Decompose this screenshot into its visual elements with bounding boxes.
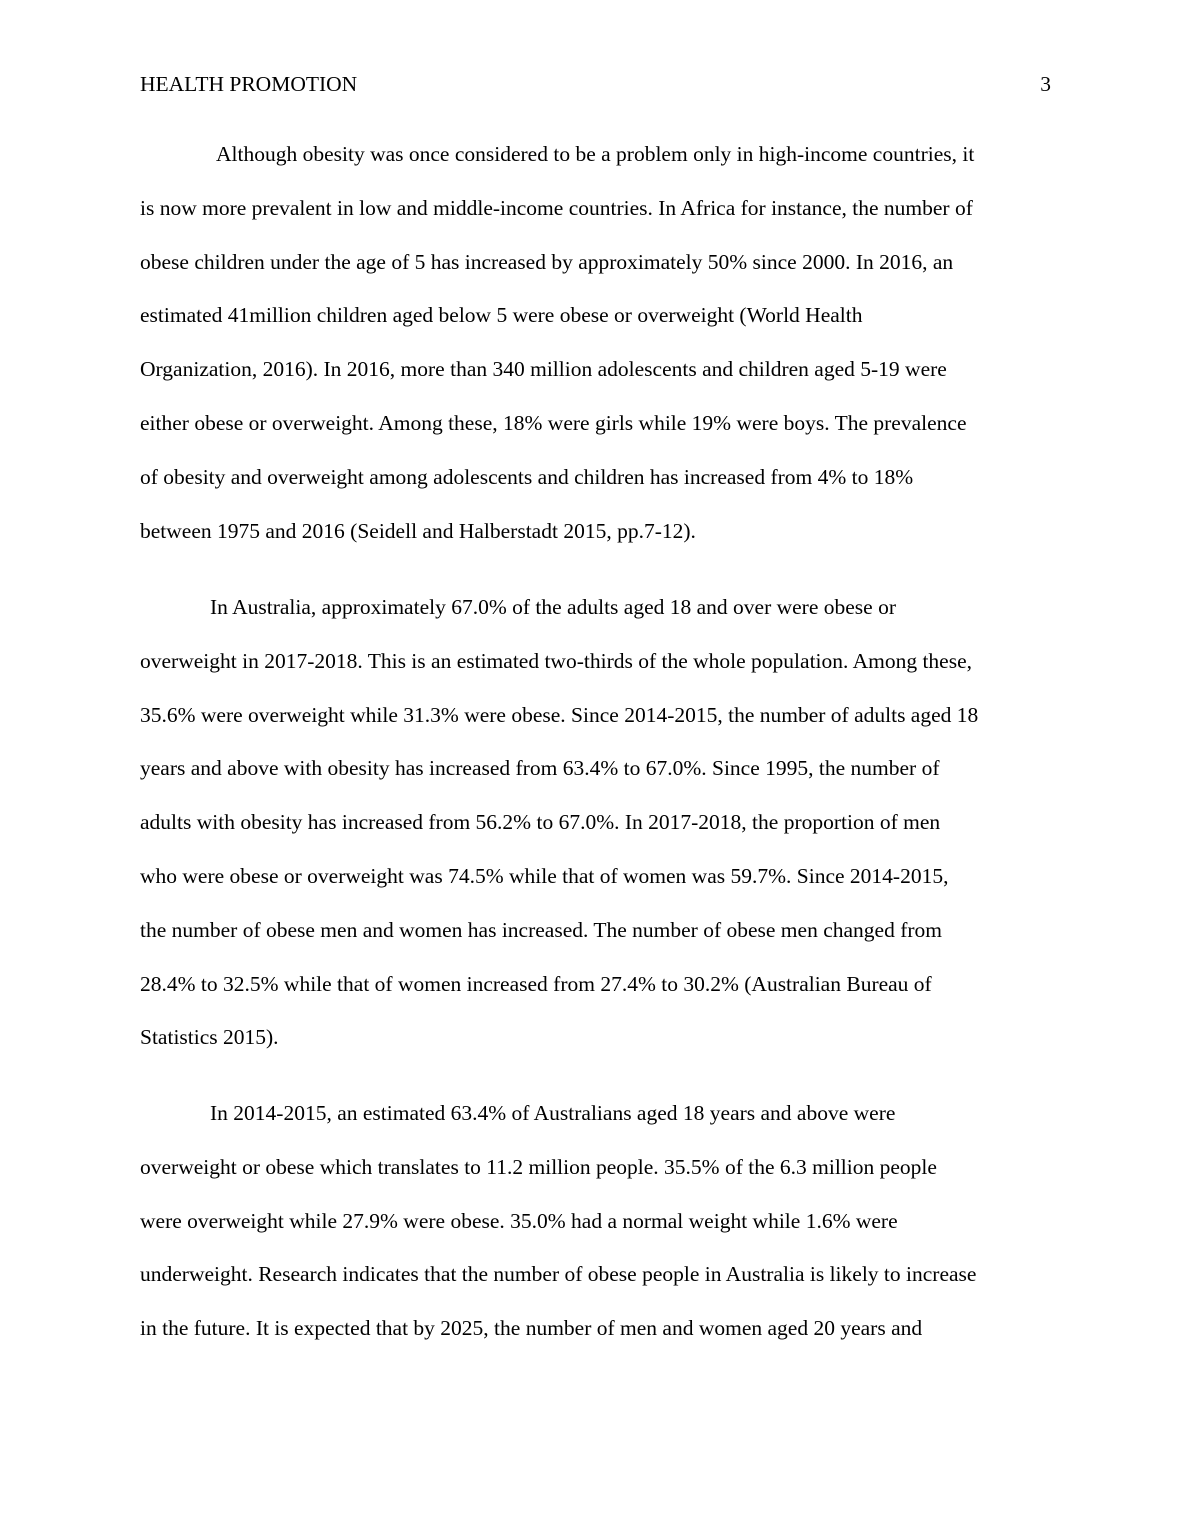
paragraph-line: the number of obese men and women has increased. The number of obese men changed from (140, 917, 942, 942)
paragraph-line: 35.6% were overweight while 31.3% were obese. Since 2014-2015, the number of adults aged 18 (140, 702, 979, 727)
paragraph-1 (140, 140, 1052, 570)
paragraph-line: of obesity and overweight among adolescents and children has increased from 4% to 18% (140, 464, 914, 489)
running-head: HEALTH PROMOTION (140, 72, 358, 96)
paragraph-line: underweight. Research indicates that the number of obese people in Australia is likely to increase (140, 1262, 977, 1287)
paragraph-line: were overweight while 27.9% were obese. 35.0% had a normal weight while 1.6% were (140, 1208, 898, 1233)
paragraph-line: overweight or obese which translates to 11.2 million people. 35.5% of the 6.3 million people (140, 1154, 937, 1179)
paragraph-line: 28.4% to 32.5% while that of women increased from 27.4% to 30.2% (Australian Bureau of (140, 971, 932, 996)
paragraph-line: In 2014-2015, an estimated 63.4% of Australians aged 18 years and above were (210, 1101, 896, 1125)
paragraph-line: who were obese or overweight was 74.5% while that of women was 59.7%. Since 2014-2015, (140, 863, 949, 888)
page-number: 3 (1040, 72, 1051, 96)
paragraph-line: overweight in 2017-2018. This is an estimated two-thirds of the whole population. Among these, (140, 648, 973, 673)
paragraph-line: adults with obesity has increased from 56.2% to 67.0%. In 2017-2018, the proportion of men (140, 810, 941, 835)
paragraph-3 (140, 1099, 1052, 1368)
paragraph-line: Organization, 2016). In 2016, more than 340 million adolescents and children aged 5-19 were (140, 357, 947, 382)
paragraph-line: years and above with obesity has increased from 63.4% to 67.0%. Since 1995, the number of (140, 756, 940, 781)
paragraph-line: in the future. It is expected that by 2025, the number of men and women aged 20 years and (140, 1316, 923, 1341)
paragraph-line: Statistics 2015). (140, 1025, 279, 1050)
paragraph-line: obese children under the age of 5 has increased by approximately 50% since 2000. In 2016, an (140, 249, 954, 274)
paragraph-line: In Australia, approximately 67.0% of the adults aged 18 and over were obese or (210, 595, 896, 619)
paragraph-line: either obese or overweight. Among these, 18% were girls while 19% were boys. The prevalence (140, 410, 967, 435)
paragraph-line: between 1975 and 2016 (Seidell and Halberstadt 2015, pp.7-12). (140, 518, 696, 543)
paragraph-2 (140, 593, 1052, 1077)
paragraph-line: is now more prevalent in low and middle-income countries. In Africa for instance, the number of (140, 195, 973, 220)
paragraph-line: estimated 41million children aged below 5 were obese or overweight (World Health (140, 303, 863, 328)
paragraph-line: Although obesity was once considered to be a problem only in high-income countries, it (216, 142, 975, 166)
